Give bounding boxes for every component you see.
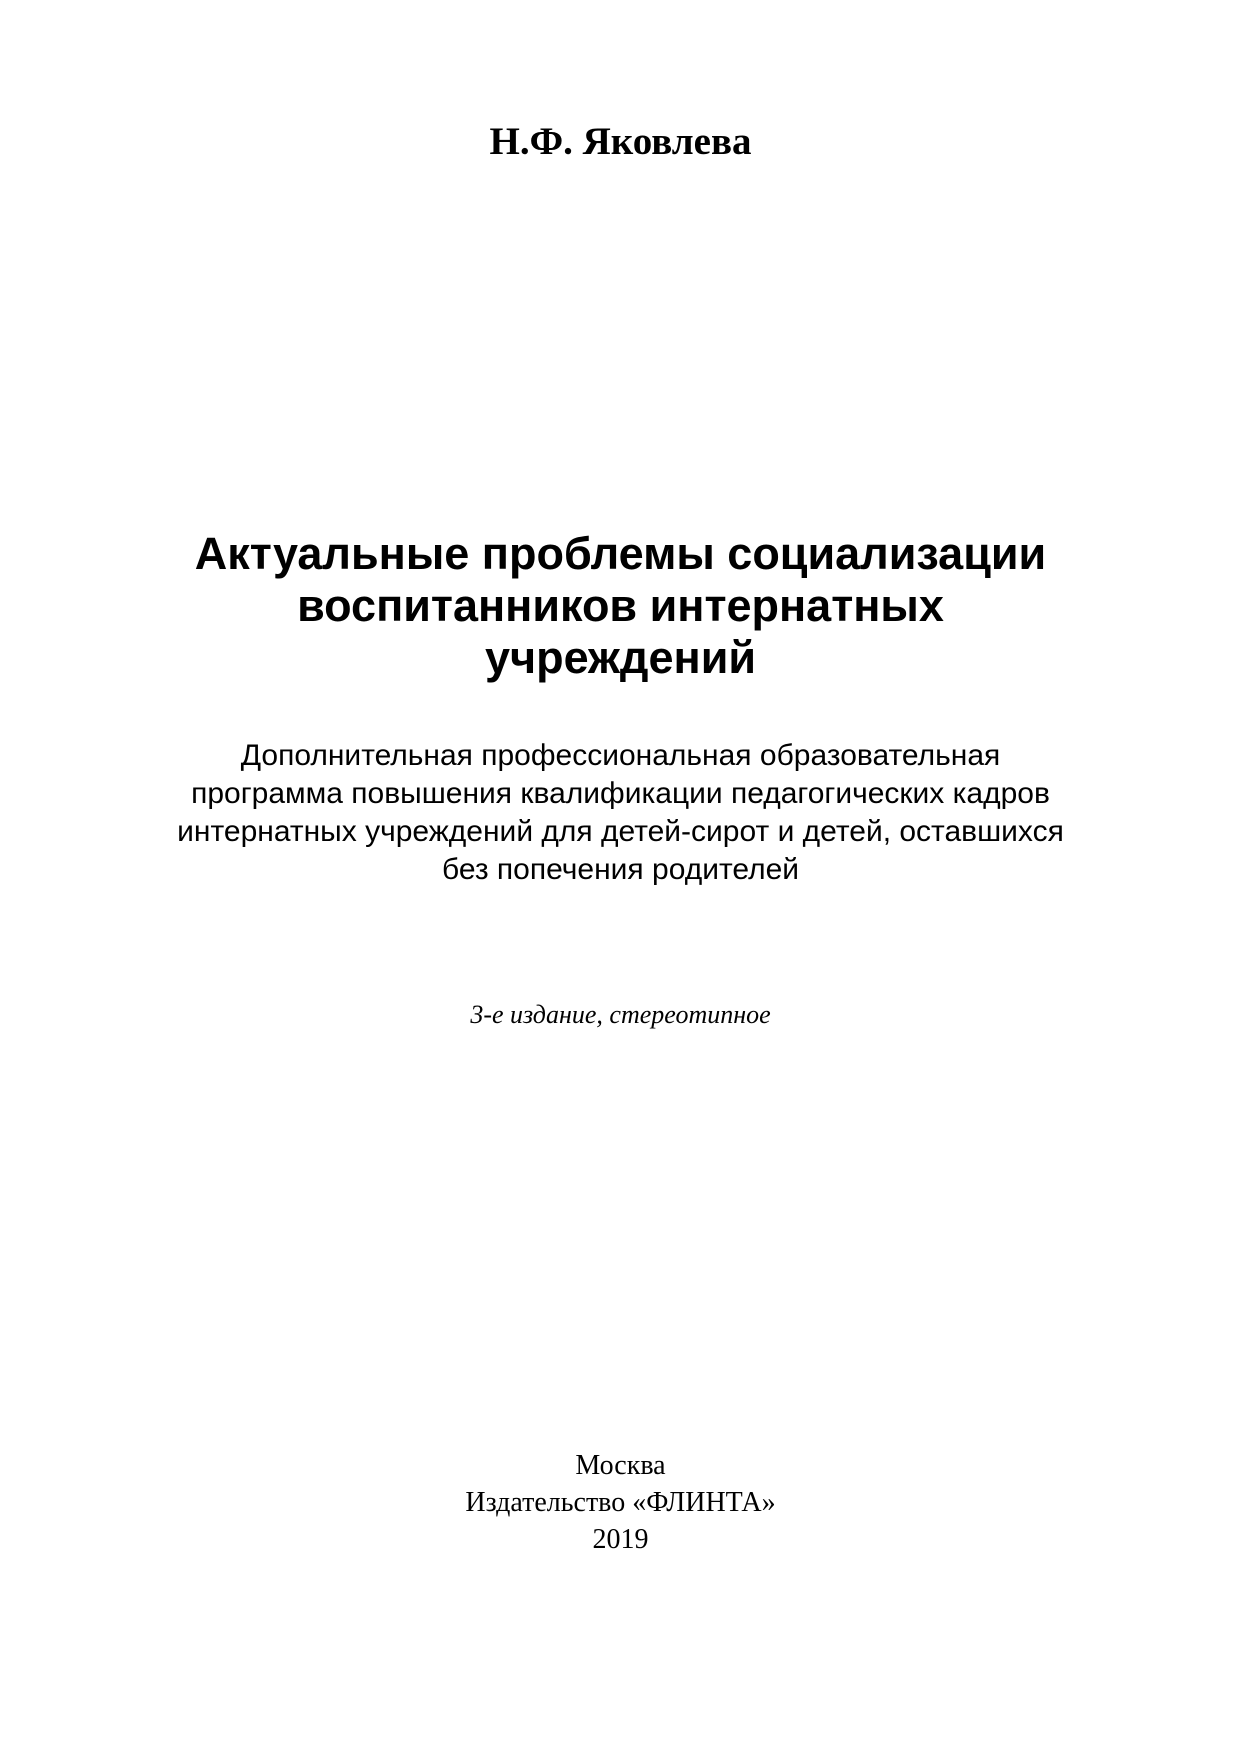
- imprint-publisher: Издательство «ФЛИНТА»: [465, 1487, 776, 1518]
- imprint: [0, 1447, 1241, 1558]
- book-subtitle-line: без попечения родителей: [441, 853, 800, 886]
- imprint-year: 2019: [592, 1524, 649, 1555]
- book-subtitle-line: интернатных учреждений для детей-сирот и детей, оставшихся: [177, 815, 1064, 848]
- book-title-line: учреждений: [484, 632, 757, 683]
- edition-note: 3-е издание, стереотипное: [470, 1000, 771, 1029]
- imprint-city: Москва: [575, 1450, 666, 1481]
- book-title-line: воспитанников интернатных: [297, 580, 944, 631]
- book-title: [60, 528, 1181, 684]
- book-title-line: Актуальные проблемы социализации: [194, 528, 1047, 579]
- book-subtitle-line: Дополнительная профессиональная образовательная: [240, 739, 1001, 772]
- author-name: Н.Ф. Яковлева: [489, 120, 752, 163]
- book-subtitle: [60, 737, 1181, 889]
- book-subtitle-line: программа повышения квалификации педагогических кадров: [191, 777, 1050, 810]
